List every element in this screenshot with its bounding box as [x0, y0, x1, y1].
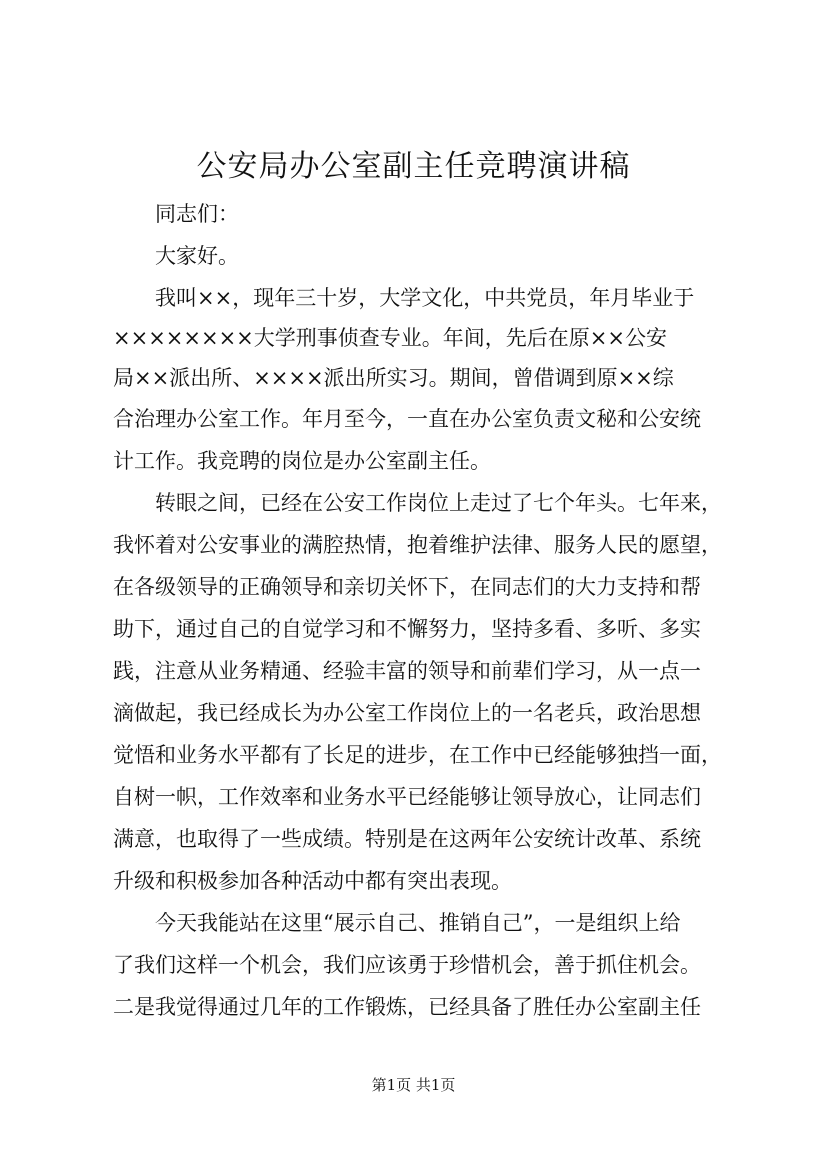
body-line: 自树一帜，工作效率和业务水平已经能够让领导放心，让同志们	[113, 785, 701, 809]
document-title: 公安局办公室副主任竞聘演讲稿	[196, 149, 631, 184]
body-line: 局××派出所、××××派出所实习。期间，曾借调到原××综	[113, 366, 674, 390]
body-line: 我怀着对公安事业的满腔热情，抱着维护法律、服务人民的愿望，	[113, 533, 722, 557]
body-line: 今天我能站在这里“展示自己、推销自己”，一是组织上给	[155, 911, 681, 935]
body-line: 我叫××，现年三十岁，大学文化，中共党员，年月毕业于	[155, 286, 695, 310]
body-line: 在各级领导的正确领导和亲切关怀下，在同志们的大力支持和帮	[113, 575, 701, 599]
greeting: 大家好。	[155, 244, 239, 268]
body-line: 合治理办公室工作。年月至今，一直在办公室负责文秘和公安统	[113, 407, 701, 431]
body-line: 二是我觉得通过几年的工作锻炼，已经具备了胜任办公室副主任	[113, 995, 701, 1019]
body-line: 计工作。我竞聘的岗位是办公室副主任。	[113, 449, 491, 473]
body-line: 了我们这样一个机会，我们应该勇于珍惜机会，善于抓住机会。	[113, 953, 701, 977]
page-number: 第1页 共1页	[371, 1076, 456, 1094]
salutation: 同志们：	[155, 202, 239, 226]
body-line: 升级和积极参加各种活动中都有突出表现。	[113, 869, 512, 893]
body-line: ××××××××大学刑事侦查专业。年间，先后在原××公安	[113, 326, 667, 350]
body-line: 满意，也取得了一些成绩。特别是在这两年公安统计改革、系统	[113, 827, 701, 851]
body-line: 觉悟和业务水平都有了长足的进步，在工作中已经能够独挡一面，	[113, 743, 722, 767]
body-line: 转眼之间，已经在公安工作岗位上走过了七个年头。七年来，	[155, 491, 722, 515]
body-line: 践，注意从业务精通、经验丰富的领导和前辈们学习，从一点一	[113, 659, 701, 683]
body-line: 滴做起，我已经成长为办公室工作岗位上的一名老兵，政治思想	[113, 701, 701, 725]
body-line: 助下，通过自己的自觉学习和不懈努力，坚持多看、多听、多实	[113, 617, 701, 641]
